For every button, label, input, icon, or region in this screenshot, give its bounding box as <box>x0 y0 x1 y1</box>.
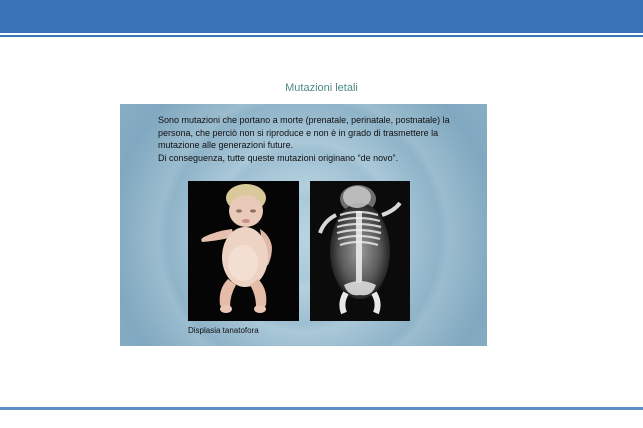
header-band <box>0 0 643 33</box>
infant-illustration <box>188 181 299 321</box>
footer-rule <box>0 407 643 410</box>
xray-image <box>310 181 410 321</box>
slide-title: Mutazioni letali <box>285 82 358 94</box>
panel-text <box>158 114 478 164</box>
header-rule <box>0 35 643 37</box>
content-panel <box>120 104 487 346</box>
xray-illustration <box>310 181 410 321</box>
paragraph-definition: Sono mutazioni che portano a morte (prenatale, perinatale, postnatale) la persona, che perciò non si riproduce e non è in grado di trasmettere la mutazione alle generazioni future. <box>158 115 450 150</box>
paragraph-consequence: Di conseguenza, tutte queste mutazioni originano “de novo”. <box>158 152 399 163</box>
image-caption: Displasia tanatofora <box>188 326 259 335</box>
infant-photo <box>188 181 299 321</box>
